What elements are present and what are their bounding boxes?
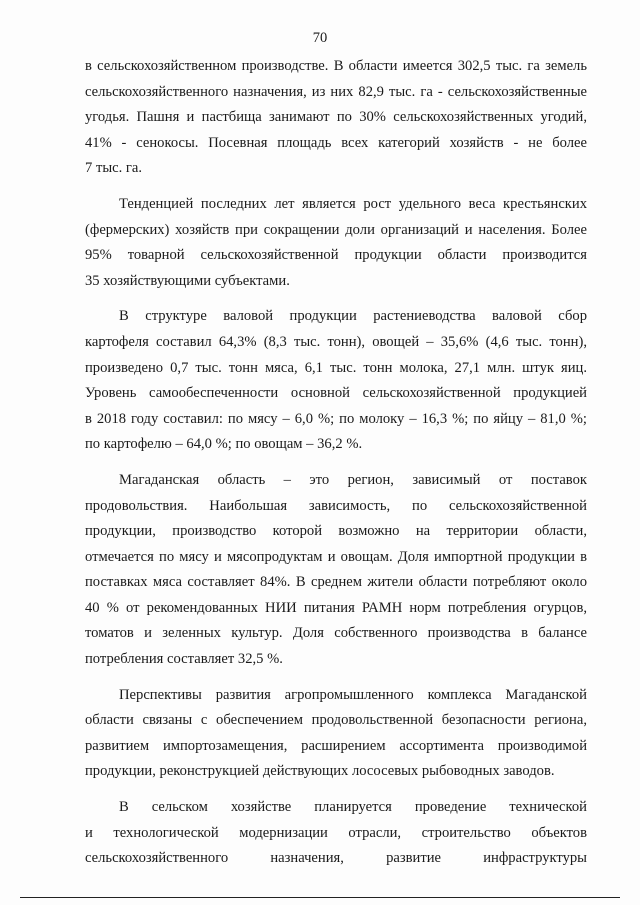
text-line: Тенденцией последних лет является рост удельного веса крестьянских <box>119 195 587 212</box>
text-line: 35 хозяйствующими субъектами. <box>85 272 290 289</box>
page-bottom-divider <box>20 897 620 898</box>
text-line: продовольствия. Наибольшая зависимость, по сельскохозяйственной <box>85 497 587 514</box>
text-line: В структуре валовой продукции растениеводства валовой сбор <box>119 308 587 325</box>
text-line: картофеля составил 64,3% (8,3 тыс. тонн), овощей – 35,6% (4,6 тыс. тонн), <box>85 333 587 350</box>
text-line: области связаны с обеспечением продовольственной безопасности региона, <box>85 712 587 729</box>
text-line: угодья. Пашня и пастбища занимают по 30% сельскохозяйственных угодий, <box>85 109 587 126</box>
text-line: в 2018 году составил: по мясу – 6,0 %; по молоку – 16,3 %; по яйцу – 81,0 %; <box>85 410 587 427</box>
text-line: развитием импортозамещения, расширением ассортимента производимой <box>85 737 587 754</box>
paragraph-development-prospects <box>85 683 587 785</box>
text-line: сельскохозяйственного назначения, развитие инфраструктуры <box>85 850 587 867</box>
text-line: Магаданская область – это регион, зависимый от поставок <box>119 471 587 488</box>
text-line: отмечается по мясу и мясопродуктам и овощам. Доля импортной продукции в <box>85 548 587 565</box>
page-number: 70 <box>312 30 328 46</box>
paragraph-farm-trends <box>85 192 587 294</box>
text-line: Уровень самообеспеченности основной сельскохозяйственной продукцией <box>85 385 587 402</box>
text-line: в сельскохозяйственном производстве. В области имеется 302,5 тыс. га земель <box>85 58 587 74</box>
text-line: потребления составляет 32,5 %. <box>85 651 283 668</box>
paragraph-modernization <box>85 795 587 872</box>
text-line: В сельском хозяйстве планируется проведение технической <box>119 799 587 816</box>
document-body <box>85 54 587 882</box>
text-line: 40 % от рекомендованных НИИ питания РАМН норм потребления огурцов, <box>85 599 587 616</box>
text-line: по картофелю – 64,0 %; по овощам – 36,2 %. <box>85 436 363 453</box>
text-line: поставках мяса составляет 84%. В среднем жители области потребляют около <box>85 574 587 591</box>
text-line: Перспективы развития агропромышленного комплекса Магаданской <box>119 686 587 703</box>
text-line: продукции, реконструкцией действующих лососевых рыбоводных заводов. <box>85 763 555 780</box>
paragraph-land-use <box>85 54 587 182</box>
text-line: 7 тыс. га. <box>85 160 143 177</box>
text-line: и технологической модернизации отрасли, строительство объектов <box>85 824 587 841</box>
paragraph-food-dependency <box>85 468 587 673</box>
paragraph-production-structure <box>85 304 587 458</box>
text-line: 41% - сенокосы. Посевная площадь всех категорий хозяйств - не более <box>85 134 587 151</box>
text-line: 95% товарной сельскохозяйственной продукции области производится <box>85 247 587 264</box>
text-line: сельскохозяйственного назначения, из них 82,9 тыс. га - сельскохозяйственные <box>85 83 587 100</box>
text-line: томатов и зеленных культур. Доля собственного производства в балансе <box>85 625 587 642</box>
text-line: продукции, производство которой возможно на территории области, <box>85 523 587 540</box>
text-line: произведено 0,7 тыс. тонн мяса, 6,1 тыс. тонн молока, 27,1 млн. штук яиц. <box>85 359 587 376</box>
text-line: (фермерских) хозяйств при сокращении доли организаций и населения. Более <box>85 221 587 238</box>
